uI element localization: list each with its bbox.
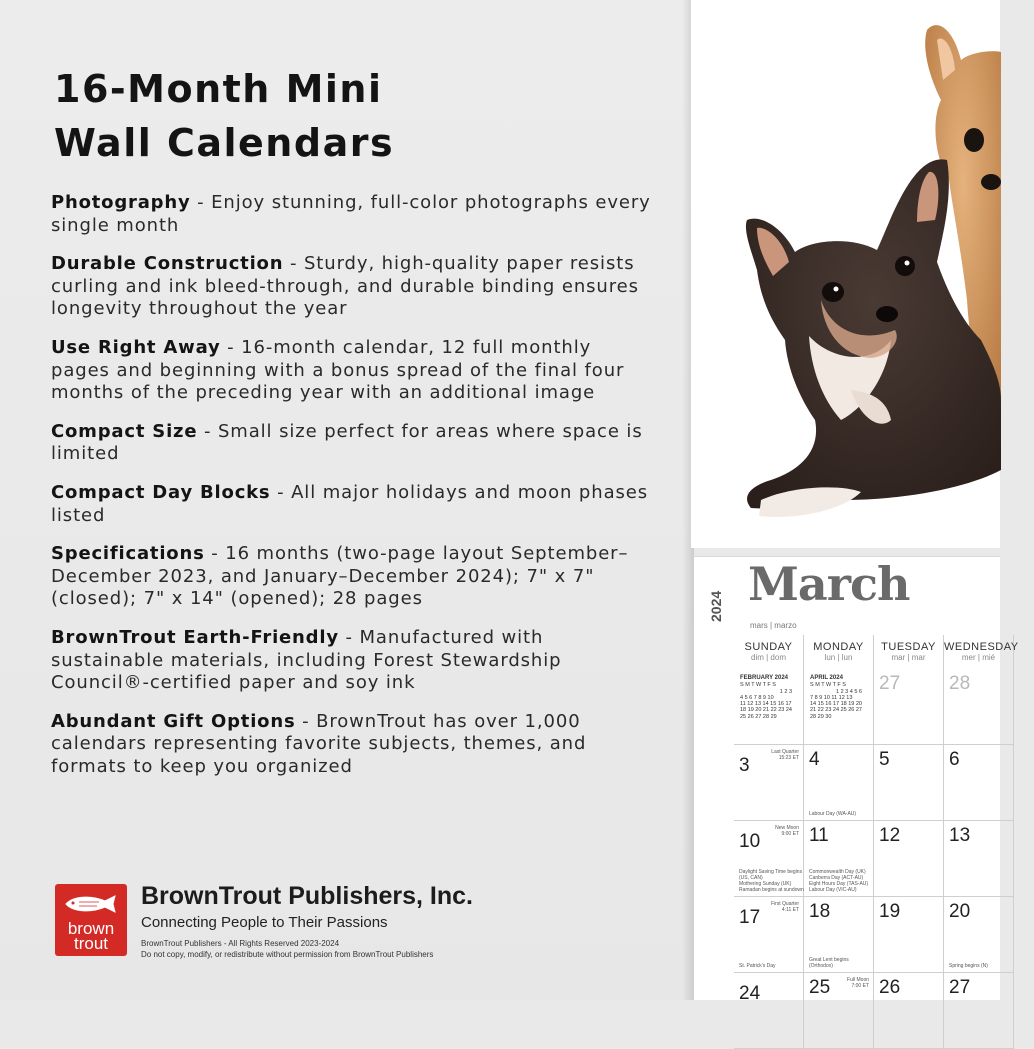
mini-calendar-row: 7 8 9 10 11 12 13: [810, 694, 853, 701]
day-cell: [734, 897, 804, 973]
mini-calendar-title: FEBRUARY 2024: [740, 675, 789, 681]
calendar-year: 2024: [708, 590, 724, 622]
day-cell: [944, 897, 1014, 973]
browntrout-logo: [55, 884, 127, 956]
feature-text: 16 months (two-page layout September–December 2023, and January–December 2024); 7" x 7" (closed); 7" x 14" (opened); 28 pages: [51, 543, 629, 610]
day-number: 27: [949, 977, 971, 998]
day-number: 4: [809, 749, 820, 770]
day-cell: [734, 745, 804, 821]
weekday-header: [874, 635, 944, 669]
feature-title: Specifications: [51, 543, 205, 565]
holiday-note: Commonwealth Day (UK) Canberra Day (ACT-AU) Eight Hours Day (TAS-AU) Labour Day (VIC-AU): [809, 869, 869, 893]
chihuahua-photo: [691, 0, 1001, 548]
day-cell: [874, 821, 944, 897]
day-cell: [944, 745, 1014, 821]
day-cell: [944, 669, 1014, 745]
publisher-block: [55, 884, 675, 964]
feature-item: [51, 482, 651, 527]
mini-calendar-row: 25 26 27 28 29: [740, 713, 777, 720]
title-line-2: Wall Calendars: [54, 121, 395, 165]
feature-item: [51, 543, 651, 611]
page-title: [54, 62, 654, 170]
day-number: 27: [879, 673, 901, 694]
day-cell: [874, 973, 944, 1049]
calendar-grid-page: [693, 556, 1019, 1004]
month-subtitle: mars | marzo: [750, 621, 797, 630]
weekday-header: [734, 635, 804, 669]
feature-title: Photography: [51, 192, 191, 213]
weekday-header: [804, 635, 874, 669]
feature-item: [51, 627, 651, 695]
feature-title: Abundant Gift Options: [51, 710, 296, 732]
feature-separator: -: [204, 543, 226, 565]
feature-separator: -: [295, 710, 317, 732]
title-line-1: 16-Month Mini: [54, 67, 383, 111]
weekday-sub: lun | lun: [824, 653, 853, 662]
company-tagline: Connecting People to Their Passions: [141, 914, 388, 931]
mini-calendar-row: 21 22 23 24 25 26 27: [810, 707, 862, 714]
day-cell: [734, 821, 804, 897]
day-number: 11: [809, 825, 829, 846]
day-number: 18: [809, 901, 831, 922]
feature-text: All major holidays and moon phases listed: [51, 481, 649, 526]
feature-text: Small size perfect for areas where space is limited: [51, 420, 643, 465]
mini-calendar-row: 28 29 30: [810, 713, 832, 720]
weekday-sub: dim | dom: [751, 653, 786, 662]
moon-phase-note: First Quarter 4:11 ET: [770, 901, 799, 913]
day-number: 6: [949, 749, 960, 770]
feature-title: Use Right Away: [51, 336, 221, 358]
weekday-name: TUESDAY: [881, 641, 936, 653]
feature-title: Durable Construction: [51, 253, 284, 275]
feature-separator: -: [270, 481, 292, 503]
feature-item: [51, 192, 651, 237]
feature-text: Sturdy, high-quality paper resists curling and ink bleed-through, and durable binding ensures longevity throughout the year: [51, 253, 639, 320]
feature-separator: -: [197, 420, 218, 442]
feature-item: [51, 337, 651, 405]
moon-phase-note: Full Moon 7:00 ET: [847, 977, 869, 989]
feature-text: BrownTrout has over 1,000 calendars representing favorite subjects, themes, and formats to keep you organized: [51, 710, 587, 777]
day-cell: [804, 973, 874, 1049]
holiday-note: Spring begins (N): [949, 963, 988, 969]
day-cell: [804, 897, 874, 973]
mini-calendar-row: 1 2 3: [779, 688, 792, 695]
weekday-sub: mer | mié: [961, 653, 996, 662]
feature-separator: -: [190, 192, 212, 213]
moon-phase-note: New Moon 9:00 ET: [775, 825, 799, 837]
feature-separator: -: [220, 336, 242, 358]
month-title: March: [748, 557, 910, 611]
day-number: 24: [739, 983, 761, 1004]
day-number: 12: [879, 825, 901, 846]
weekday-header: [944, 635, 1019, 669]
feature-separator: -: [283, 253, 304, 275]
legal-line-1: BrownTrout Publishers - All Rights Reserved 2023-2024: [141, 939, 340, 948]
feature-item: [51, 421, 651, 466]
feature-text: Manufactured with sustainable materials, including Forest Stewardship Council®-certified paper and soy ink: [51, 626, 562, 694]
day-cell: [944, 821, 1014, 897]
feature-text: Enjoy stunning, full-color photographs every single month: [51, 192, 651, 236]
weekday-sub: mar | mar: [891, 653, 926, 662]
legal-line-2: Do not copy, modify, or redistribute without permission from BrownTrout Publishers: [141, 950, 434, 959]
calendar-photo-page: [690, 0, 1000, 548]
mini-calendar-row: S M T W T F S: [810, 682, 846, 689]
weekday-name: WEDNESDAY: [944, 641, 1019, 653]
feature-text: 16-month calendar, 12 full monthly pages and beginning with a bonus spread of the final four months of the preceding year with an additional image: [51, 336, 625, 404]
day-cell: [804, 821, 874, 897]
mini-calendar-row: 1 2 3 4 5 6: [836, 688, 862, 695]
feature-item: [51, 253, 651, 321]
company-name: BrownTrout Publishers, Inc.: [141, 882, 473, 910]
mini-calendar-row: 14 15 16 17 18 19 20: [810, 701, 862, 708]
feature-title: Compact Day Blocks: [51, 481, 271, 503]
day-cell: [944, 973, 1014, 1049]
day-cell: [874, 897, 944, 973]
weekday-name: SUNDAY: [744, 641, 793, 653]
trout-icon: [63, 893, 119, 915]
feature-list: [51, 192, 651, 794]
weekday-name: MONDAY: [813, 641, 864, 653]
day-number: 25: [809, 977, 831, 998]
mini-calendar-apr: [810, 675, 862, 720]
mini-calendar-row: S M T W T F S: [740, 682, 776, 689]
mini-calendar-title: APRIL 2024: [810, 675, 843, 681]
day-number: 20: [949, 901, 971, 922]
holiday-note: Great Lent begins (Orthodox): [809, 957, 849, 969]
day-number: 17: [739, 907, 761, 928]
day-number: 19: [879, 901, 901, 922]
logo-word-1: brown: [67, 919, 115, 938]
mini-calendar-row: 11 12 13 14 15 16 17: [740, 701, 792, 708]
feature-item: [51, 711, 651, 779]
day-number: 26: [879, 977, 901, 998]
day-number: 13: [949, 825, 971, 846]
day-cell: [734, 973, 804, 1049]
legal-text: [141, 938, 433, 960]
mini-calendar-row: 18 19 20 21 22 23 24: [740, 707, 792, 714]
logo-word-2: trout: [73, 934, 109, 953]
feature-separator: -: [338, 626, 360, 648]
holiday-note: Daylight Saving Time begins (US, CAN) Mothering Sunday (UK) Ramadan begins at sundown: [739, 869, 804, 893]
mini-calendar-row: 4 5 6 7 8 9 10: [740, 694, 774, 701]
moon-phase-note: Last Quarter 15:23 ET: [771, 749, 799, 761]
day-cell: [734, 669, 804, 745]
mini-calendar-feb: [740, 675, 792, 720]
day-cell: [804, 669, 874, 745]
holiday-note: Labour Day (WA-AU): [809, 811, 857, 817]
day-number: 5: [879, 749, 890, 770]
day-number: 28: [949, 673, 971, 694]
feature-title: BrownTrout Earth-Friendly: [51, 626, 339, 648]
day-number: 3: [739, 755, 750, 776]
feature-title: Compact Size: [51, 420, 198, 442]
day-cell: [874, 745, 944, 821]
day-number: 10: [739, 831, 761, 852]
day-cell: [804, 745, 874, 821]
holiday-note: St. Patrick's Day: [739, 963, 776, 969]
day-cell: [874, 669, 944, 745]
